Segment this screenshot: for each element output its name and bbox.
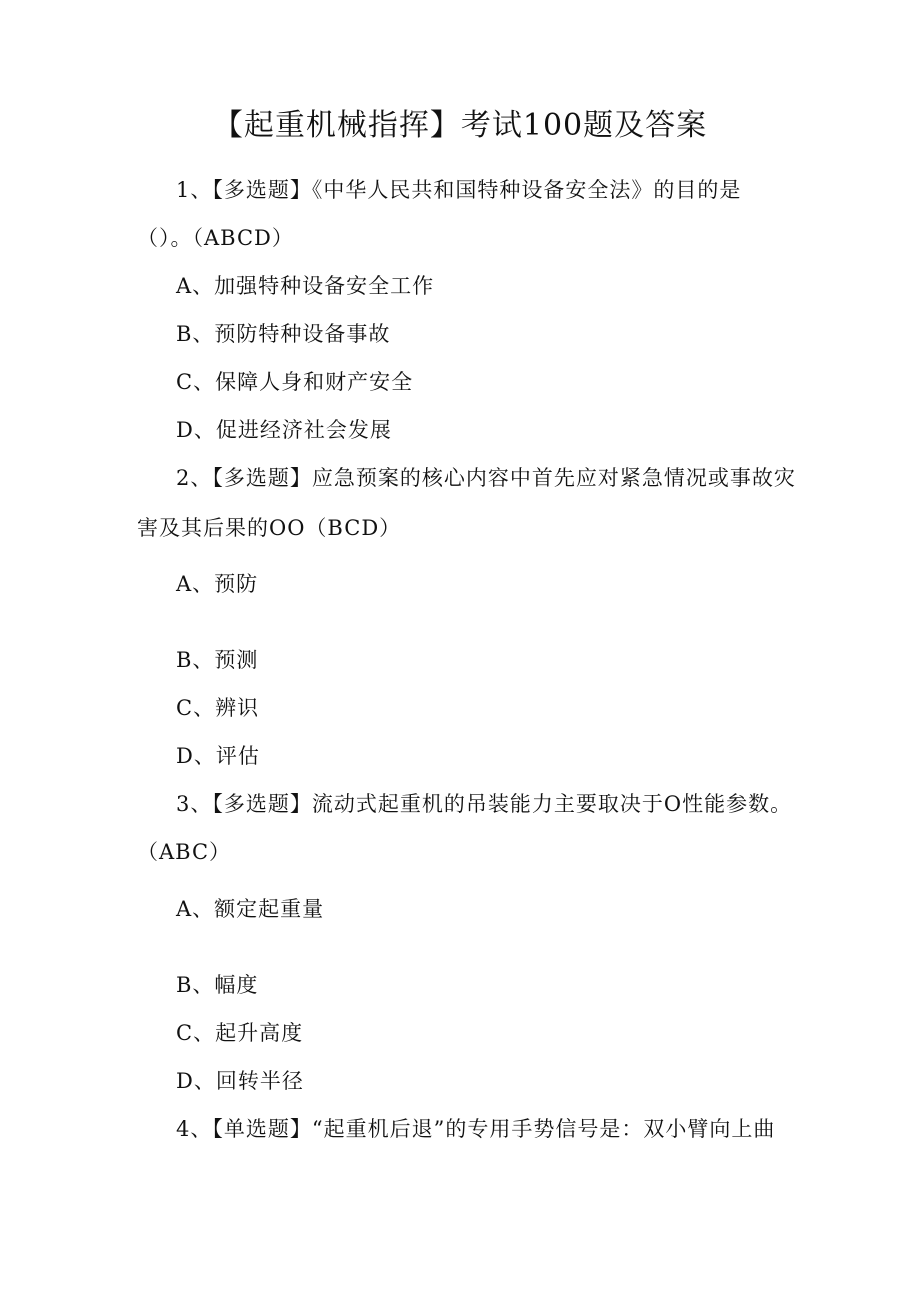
question-3-option-a: A、额定起重量	[176, 897, 325, 921]
question-1-option-c: C、保障人身和财产安全	[176, 370, 414, 394]
question-2-option-a: A、预防	[176, 572, 259, 596]
question-3-option-c: C、起升高度	[176, 1021, 304, 1045]
question-3-text: 3、【多选题】流动式起重机的吊装能力主要取决于O性能参数。	[176, 792, 793, 816]
question-2-option-c: C、辨识	[176, 696, 260, 720]
question-1-answer: （）。（ABCD）	[137, 226, 294, 250]
question-1-text: 1、【多选题】《中华人民共和国特种设备安全法》的目的是	[176, 178, 742, 202]
question-3-option-d: D、回转半径	[176, 1069, 304, 1093]
question-2-answer: 害及其后果的OO（BCD）	[137, 516, 402, 540]
question-4-text: 4、【单选题】“起重机后退”的专用手势信号是：双小臂向上曲	[176, 1117, 776, 1141]
question-1-option-d: D、促进经济社会发展	[176, 418, 392, 442]
question-1-option-b: B、预防特种设备事故	[176, 322, 391, 346]
question-1-option-a: A、加强特种设备安全工作	[176, 274, 435, 298]
question-2-option-b: B、预测	[176, 648, 259, 672]
question-3-answer: （ABC）	[137, 840, 232, 864]
question-2-option-d: D、评估	[176, 744, 260, 768]
document-title: 【起重机械指挥】考试100题及答案	[212, 108, 708, 143]
question-3-option-b: B、幅度	[176, 973, 259, 997]
question-2-text: 2、【多选题】应急预案的核心内容中首先应对紧急情况或事故灾	[176, 466, 796, 490]
